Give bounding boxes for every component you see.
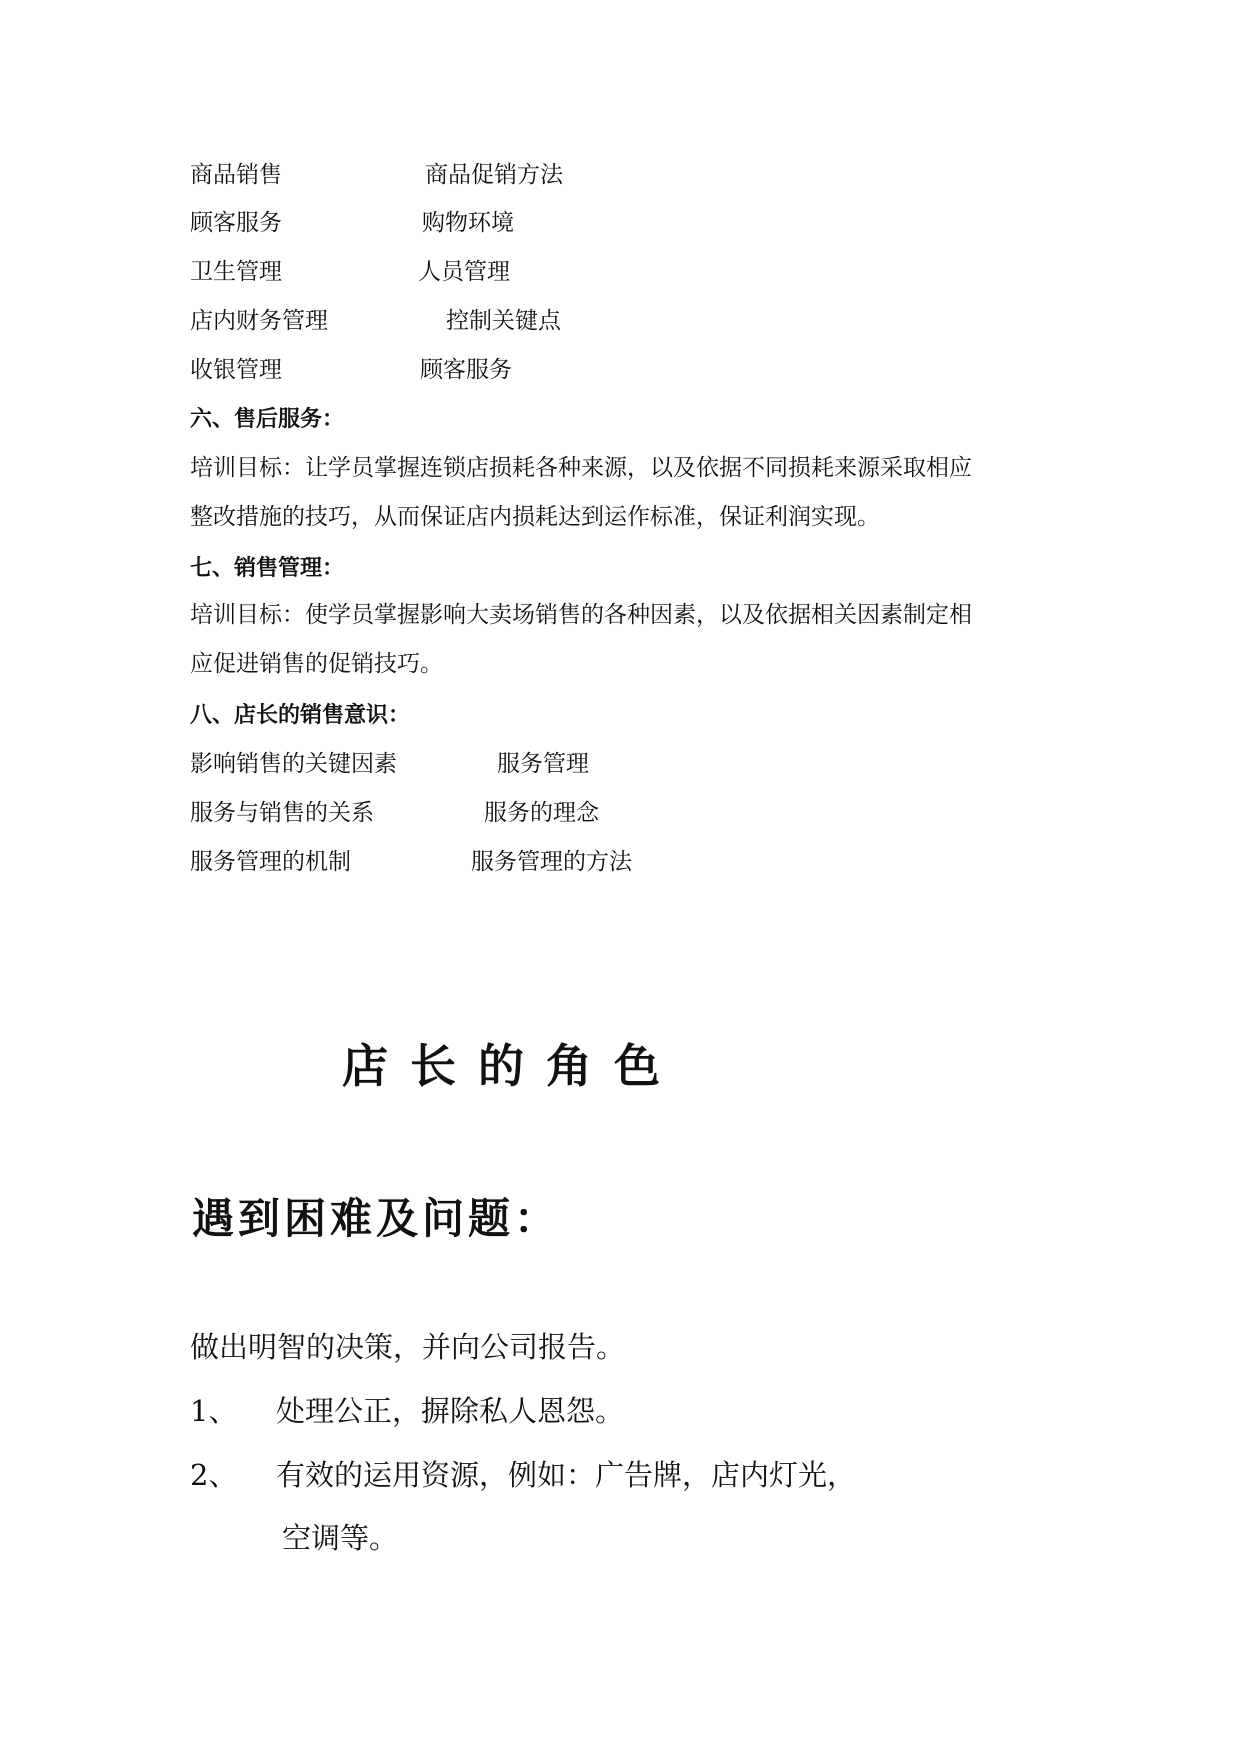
- item-left: 店内财务管理: [190, 308, 328, 334]
- item-number: 2、: [190, 1458, 238, 1492]
- item-right: 服务管理的方法: [471, 849, 632, 875]
- paragraph-line: 培训目标：让学员掌握连锁店损耗各种来源，以及依据不同损耗来源采取相应: [190, 455, 972, 481]
- item-right: 服务的理念: [484, 800, 599, 826]
- item-left: 顾客服务: [190, 210, 282, 236]
- item-left: 影响销售的关键因素: [190, 751, 397, 777]
- item-left: 商品销售: [190, 162, 282, 188]
- item-left: 服务与销售的关系: [190, 800, 374, 826]
- list-item: [190, 749, 589, 779]
- item-text: 处理公正，摒除私人恩怨。: [276, 1394, 625, 1428]
- list-item: [190, 798, 599, 828]
- item-right: 商品促销方法: [425, 162, 563, 188]
- item-left: 收银管理: [190, 357, 282, 383]
- section-subtitle: 遇到困难及问题：: [192, 1194, 561, 1243]
- item-text: 有效的运用资源，例如：广告牌，店内灯光，: [276, 1458, 857, 1492]
- item-right: 购物环境: [422, 210, 514, 236]
- list-item: [190, 847, 632, 877]
- section-heading: 六、售后服务：: [190, 407, 345, 432]
- list-item: [190, 257, 510, 287]
- item-continuation: 空调等。: [282, 1521, 399, 1555]
- list-item: [190, 306, 561, 336]
- body-intro: 做出明智的决策，并向公司报告。: [190, 1330, 626, 1364]
- paragraph-line: 培训目标：使学员掌握影响大卖场销售的各种因素，以及依据相关因素制定相: [190, 602, 972, 628]
- section-heading: 八、店长的销售意识：: [190, 703, 411, 728]
- item-right: 控制关键点: [446, 308, 561, 334]
- list-item: [190, 160, 563, 190]
- item-number: 1、: [190, 1394, 238, 1428]
- item-right: 服务管理: [497, 751, 589, 777]
- item-left: 卫生管理: [190, 259, 282, 285]
- section-heading: 七、销售管理：: [190, 556, 345, 581]
- paragraph-line: 应促进销售的促销技巧。: [190, 651, 443, 677]
- list-item: [190, 355, 512, 385]
- item-right: 顾客服务: [420, 357, 512, 383]
- page-title: 店长的角色: [342, 1039, 682, 1093]
- list-item: [190, 208, 514, 238]
- item-left: 服务管理的机制: [190, 849, 351, 875]
- item-right: 人员管理: [418, 259, 510, 285]
- paragraph-line: 整改措施的技巧，从而保证店内损耗达到运作标准，保证利润实现。: [190, 504, 880, 530]
